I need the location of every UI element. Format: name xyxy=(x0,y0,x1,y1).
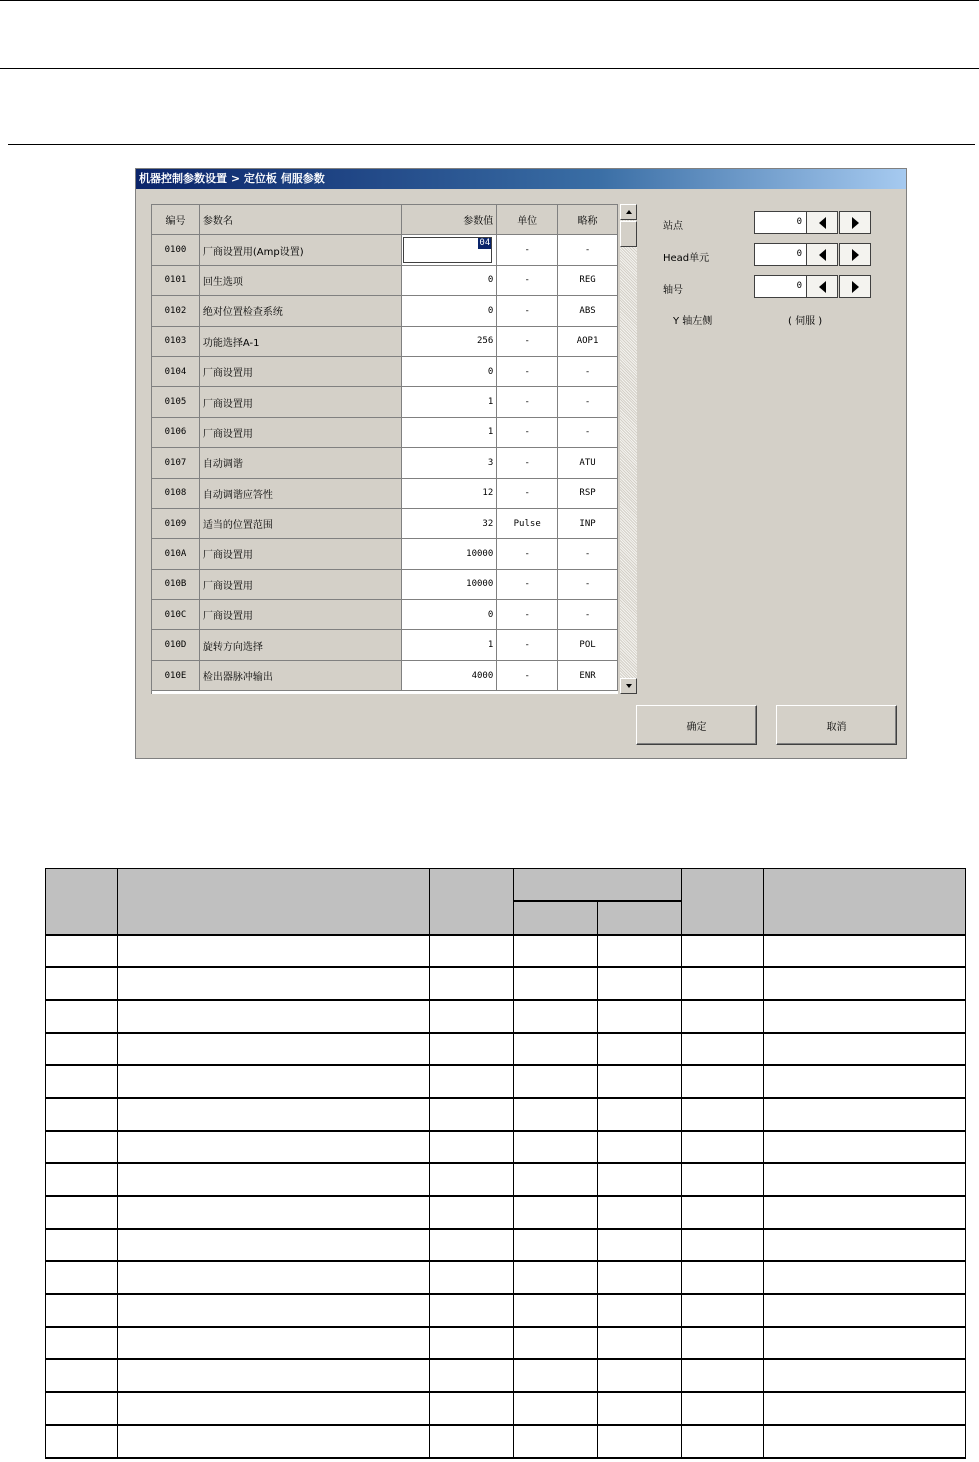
table-row xyxy=(46,1000,966,1033)
table-cell xyxy=(598,1163,682,1196)
table-cell xyxy=(514,1131,598,1164)
table-row xyxy=(46,1229,966,1262)
table-cell xyxy=(514,1392,598,1425)
table-cell xyxy=(46,1000,118,1033)
row-unit: - xyxy=(497,661,558,691)
table-cell xyxy=(46,1425,118,1458)
row-abbr: - xyxy=(558,418,618,448)
row-unit: - xyxy=(497,539,558,569)
row-no: 0106 xyxy=(152,418,200,448)
table-row xyxy=(46,1327,966,1360)
row-no: 010E xyxy=(152,661,200,691)
table-cell xyxy=(764,1163,966,1196)
scroll-down-button[interactable] xyxy=(620,678,637,694)
table-cell xyxy=(430,1229,514,1262)
table-cell xyxy=(118,1000,430,1033)
table-cell xyxy=(598,1098,682,1131)
table-cell xyxy=(682,1327,764,1360)
table-cell xyxy=(598,1359,682,1392)
section-rule xyxy=(8,144,975,145)
table-cell xyxy=(682,1294,764,1327)
row-value[interactable]: 4000 xyxy=(402,661,497,691)
table-cell xyxy=(514,1359,598,1392)
header-rule xyxy=(0,68,979,69)
table-cell xyxy=(764,1098,966,1131)
grid-row[interactable] xyxy=(152,630,618,660)
table-header-cell xyxy=(46,869,118,935)
table-cell xyxy=(682,1196,764,1229)
row-name: 厂商设置用 xyxy=(200,387,403,417)
row-name: 适当的位置范围 xyxy=(200,509,403,539)
row-no: 0107 xyxy=(152,448,200,478)
table-cell xyxy=(430,1196,514,1229)
table-row xyxy=(46,1033,966,1066)
table-cell xyxy=(682,1229,764,1262)
grid-row[interactable] xyxy=(152,296,618,326)
table-row xyxy=(46,1131,966,1164)
table-cell xyxy=(118,1425,430,1458)
ok-button[interactable]: 确定 xyxy=(636,705,757,745)
table-cell xyxy=(764,1065,966,1098)
row-value[interactable]: 256 xyxy=(402,327,497,357)
table-row xyxy=(46,1294,966,1327)
selected-value-text: 04 xyxy=(479,238,491,249)
grid-row[interactable] xyxy=(152,357,618,387)
blank-param-table xyxy=(45,868,966,1459)
table-cell xyxy=(514,1294,598,1327)
row-no: 0104 xyxy=(152,357,200,387)
table-cell xyxy=(764,1033,966,1066)
table-cell xyxy=(514,1425,598,1458)
row-name: 厂商设置用 xyxy=(200,570,403,600)
table-cell xyxy=(430,1163,514,1196)
row-unit: Pulse xyxy=(497,509,558,539)
table-cell xyxy=(118,1163,430,1196)
table-cell xyxy=(682,1163,764,1196)
table-cell xyxy=(764,1294,966,1327)
table-cell xyxy=(430,1294,514,1327)
table-cell xyxy=(46,1327,118,1360)
table-cell xyxy=(598,967,682,1000)
table-cell xyxy=(118,1131,430,1164)
table-cell xyxy=(598,935,682,968)
table-cell xyxy=(46,1196,118,1229)
table-cell xyxy=(46,1098,118,1131)
table-row xyxy=(46,1359,966,1392)
table-header-cell xyxy=(118,869,430,935)
table-cell xyxy=(118,935,430,968)
left-arrow-icon xyxy=(819,249,826,261)
row-value[interactable]: 0 xyxy=(402,266,497,296)
table-cell xyxy=(46,1229,118,1262)
grid-body xyxy=(152,235,618,691)
row-value[interactable]: 0 xyxy=(402,296,497,326)
table-header-cell xyxy=(430,869,514,935)
table-cell xyxy=(430,1065,514,1098)
table-cell xyxy=(514,1229,598,1262)
row-value[interactable]: 10000 xyxy=(402,570,497,600)
row-abbr: - xyxy=(558,387,618,417)
table-cell xyxy=(764,1196,966,1229)
grid-row[interactable] xyxy=(152,448,618,478)
axis-next-button[interactable] xyxy=(839,275,871,298)
row-name: 绝对位置检查系统 xyxy=(200,296,403,326)
table-header-cell xyxy=(764,869,966,935)
row-unit: - xyxy=(497,266,558,296)
table-cell xyxy=(598,1327,682,1360)
table-header-cell xyxy=(514,901,598,935)
grid-row[interactable] xyxy=(152,266,618,296)
row-value[interactable]: 10000 xyxy=(402,539,497,569)
scroll-up-button[interactable] xyxy=(620,204,637,220)
table-cell xyxy=(430,1359,514,1392)
row-abbr: ABS xyxy=(558,296,618,326)
table-cell xyxy=(118,1294,430,1327)
table-cell xyxy=(764,967,966,1000)
row-name: 厂商设置用(Amp设置) xyxy=(200,235,403,265)
table-row xyxy=(46,967,966,1000)
grid-row[interactable] xyxy=(152,235,618,265)
row-no: 010B xyxy=(152,570,200,600)
table-cell xyxy=(514,1196,598,1229)
right-arrow-icon xyxy=(852,249,859,261)
table-cell xyxy=(46,1294,118,1327)
arrow-up-icon xyxy=(626,210,632,214)
row-name: 回生选项 xyxy=(200,266,403,296)
row-unit: - xyxy=(497,357,558,387)
table-cell xyxy=(118,967,430,1000)
table-cell xyxy=(598,1425,682,1458)
row-no: 010C xyxy=(152,600,200,630)
row-value[interactable]: 1 xyxy=(402,630,497,660)
row-unit: - xyxy=(497,600,558,630)
row-name: 功能选择A-1 xyxy=(200,327,403,357)
table-cell xyxy=(46,1359,118,1392)
table-cell xyxy=(598,1261,682,1294)
row-value[interactable]: 12 xyxy=(402,479,497,509)
grid-row[interactable] xyxy=(152,509,618,539)
table-cell xyxy=(764,1425,966,1458)
cancel-button[interactable]: 取消 xyxy=(776,705,897,745)
station-label: 站点 xyxy=(663,221,683,232)
table-row xyxy=(46,1163,966,1196)
row-value[interactable]: 3 xyxy=(402,448,497,478)
station-prev-button[interactable] xyxy=(806,211,838,234)
head-prev-button[interactable] xyxy=(806,243,838,266)
row-no: 0109 xyxy=(152,509,200,539)
table-cell xyxy=(598,1131,682,1164)
table-cell xyxy=(682,1392,764,1425)
row-no: 0100 xyxy=(152,235,200,265)
row-value[interactable] xyxy=(402,235,497,265)
table-cell xyxy=(514,967,598,1000)
row-abbr: INP xyxy=(558,509,618,539)
row-abbr: ENR xyxy=(558,661,618,691)
row-no: 0105 xyxy=(152,387,200,417)
table-cell xyxy=(118,1196,430,1229)
head-input[interactable]: 0 xyxy=(754,243,806,266)
table-cell xyxy=(514,1327,598,1360)
grid-row[interactable] xyxy=(152,661,618,691)
axis-input[interactable]: 0 xyxy=(754,275,806,298)
grid-row[interactable] xyxy=(152,479,618,509)
table-cell xyxy=(682,967,764,1000)
table-cell xyxy=(598,1392,682,1425)
axis-type: ( 伺服 ) xyxy=(788,316,823,327)
grid-row[interactable] xyxy=(152,387,618,417)
row-unit: - xyxy=(497,479,558,509)
table-cell xyxy=(598,1065,682,1098)
table-cell xyxy=(46,1131,118,1164)
table-cell xyxy=(46,1033,118,1066)
row-abbr: REG xyxy=(558,266,618,296)
table-cell xyxy=(514,935,598,968)
table-cell xyxy=(46,1163,118,1196)
table-cell xyxy=(430,1392,514,1425)
row-name: 自动调谐应答性 xyxy=(200,479,403,509)
row-abbr: - xyxy=(558,357,618,387)
station-input[interactable]: 0 xyxy=(754,211,806,234)
table-cell xyxy=(430,967,514,1000)
table-cell xyxy=(764,1359,966,1392)
left-arrow-icon xyxy=(819,217,826,229)
table-cell xyxy=(514,1065,598,1098)
row-name: 检出器脉冲输出 xyxy=(200,661,403,691)
table-cell xyxy=(118,1229,430,1262)
table-cell xyxy=(682,1261,764,1294)
table-cell xyxy=(764,1327,966,1360)
row-value[interactable]: 32 xyxy=(402,509,497,539)
table-cell xyxy=(764,1000,966,1033)
row-value[interactable]: 0 xyxy=(402,357,497,387)
table-cell xyxy=(430,1033,514,1066)
table-cell xyxy=(682,1425,764,1458)
table-cell xyxy=(46,1065,118,1098)
table-row xyxy=(46,1425,966,1458)
table-cell xyxy=(514,1098,598,1131)
table-cell xyxy=(430,1425,514,1458)
axis-prev-button[interactable] xyxy=(806,275,838,298)
scroll-thumb[interactable] xyxy=(620,221,637,247)
right-arrow-icon xyxy=(852,281,859,293)
value-edit-box[interactable] xyxy=(403,237,492,262)
table-header-cell xyxy=(682,869,764,935)
row-value[interactable]: 0 xyxy=(402,600,497,630)
table-header-cell xyxy=(514,869,682,901)
row-name: 厂商设置用 xyxy=(200,357,403,387)
row-unit: - xyxy=(497,448,558,478)
row-name: 厂商设置用 xyxy=(200,539,403,569)
row-name: 厂商设置用 xyxy=(200,418,403,448)
table-cell xyxy=(118,1098,430,1131)
table-cell xyxy=(430,1098,514,1131)
table-row xyxy=(46,1196,966,1229)
axis-label: 轴号 xyxy=(663,285,683,296)
table-row xyxy=(46,1392,966,1425)
table-cell xyxy=(598,1294,682,1327)
table-cell xyxy=(118,1327,430,1360)
dialog-title: 机器控制参数设置 > 定位板 伺服参数 xyxy=(136,169,906,189)
row-name: 厂商设置用 xyxy=(200,600,403,630)
table-cell xyxy=(682,1131,764,1164)
row-no: 0103 xyxy=(152,327,200,357)
table-row xyxy=(46,935,966,968)
table-cell xyxy=(430,1000,514,1033)
table-cell xyxy=(764,1392,966,1425)
table-cell xyxy=(430,1131,514,1164)
table-cell xyxy=(514,1033,598,1066)
table-cell xyxy=(764,935,966,968)
table-cell xyxy=(430,1327,514,1360)
table-cell xyxy=(682,1033,764,1066)
row-unit: - xyxy=(497,296,558,326)
table-cell xyxy=(682,1065,764,1098)
table-header-row xyxy=(46,869,966,901)
header-value[interactable]: 参数值 xyxy=(402,205,497,235)
table-row xyxy=(46,1261,966,1294)
table-cell xyxy=(682,1098,764,1131)
row-abbr: POL xyxy=(558,630,618,660)
table-cell xyxy=(118,1065,430,1098)
table-cell xyxy=(46,1261,118,1294)
grid-row[interactable] xyxy=(152,539,618,569)
row-no: 010A xyxy=(152,539,200,569)
row-no: 0102 xyxy=(152,296,200,326)
table-cell xyxy=(118,1392,430,1425)
table-cell xyxy=(46,935,118,968)
table-row xyxy=(46,1098,966,1131)
row-abbr: ATU xyxy=(558,448,618,478)
arrow-down-icon xyxy=(626,684,632,688)
table-cell xyxy=(118,1359,430,1392)
table-header-cell xyxy=(598,901,682,935)
left-arrow-icon xyxy=(819,281,826,293)
header-unit[interactable]: 单位 xyxy=(497,205,558,235)
row-abbr: - xyxy=(558,570,618,600)
table-cell xyxy=(46,1392,118,1425)
table-cell xyxy=(682,935,764,968)
head-label: Head单元 xyxy=(663,253,710,264)
table-cell xyxy=(430,935,514,968)
grid-scrollbar[interactable] xyxy=(620,204,637,694)
table-cell xyxy=(682,1000,764,1033)
row-abbr: - xyxy=(558,539,618,569)
row-no: 0108 xyxy=(152,479,200,509)
axis-name: Y 轴左侧 xyxy=(673,316,713,327)
grid-row[interactable] xyxy=(152,327,618,357)
row-value[interactable]: 1 xyxy=(402,418,497,448)
header-abbr[interactable]: 略称 xyxy=(558,205,618,235)
header-name[interactable]: 参数名 xyxy=(200,205,403,235)
servo-param-dialog xyxy=(135,168,907,759)
row-no: 0101 xyxy=(152,266,200,296)
row-abbr: RSP xyxy=(558,479,618,509)
table-cell xyxy=(514,1163,598,1196)
row-unit: - xyxy=(497,630,558,660)
grid-row[interactable] xyxy=(152,570,618,600)
table-cell xyxy=(764,1131,966,1164)
grid-row[interactable] xyxy=(152,418,618,448)
table-cell xyxy=(598,1000,682,1033)
table-cell xyxy=(118,1033,430,1066)
row-abbr: - xyxy=(558,600,618,630)
table-row xyxy=(46,1065,966,1098)
right-arrow-icon xyxy=(852,217,859,229)
row-abbr: AOP1 xyxy=(558,327,618,357)
table-cell xyxy=(514,1261,598,1294)
grid-row[interactable] xyxy=(152,600,618,630)
table-cell xyxy=(764,1229,966,1262)
row-name: 自动调谐 xyxy=(200,448,403,478)
table-cell xyxy=(598,1033,682,1066)
table-cell xyxy=(46,967,118,1000)
table-cell xyxy=(764,1261,966,1294)
table-cell xyxy=(598,1229,682,1262)
head-next-button[interactable] xyxy=(839,243,871,266)
row-name: 旋转方向选择 xyxy=(200,630,403,660)
station-next-button[interactable] xyxy=(839,211,871,234)
row-unit: - xyxy=(497,327,558,357)
row-unit: - xyxy=(497,418,558,448)
table-cell xyxy=(598,1196,682,1229)
row-abbr: - xyxy=(558,235,618,265)
grid-header-row xyxy=(152,205,618,235)
top-rule xyxy=(0,0,979,1)
table-cell xyxy=(682,1359,764,1392)
header-no[interactable]: 编号 xyxy=(152,205,200,235)
row-unit: - xyxy=(497,387,558,417)
param-grid xyxy=(151,204,618,694)
row-unit: - xyxy=(497,570,558,600)
table-cell xyxy=(430,1261,514,1294)
row-unit: - xyxy=(497,235,558,265)
table-cell xyxy=(118,1261,430,1294)
row-no: 010D xyxy=(152,630,200,660)
table-cell xyxy=(514,1000,598,1033)
row-value[interactable]: 1 xyxy=(402,387,497,417)
